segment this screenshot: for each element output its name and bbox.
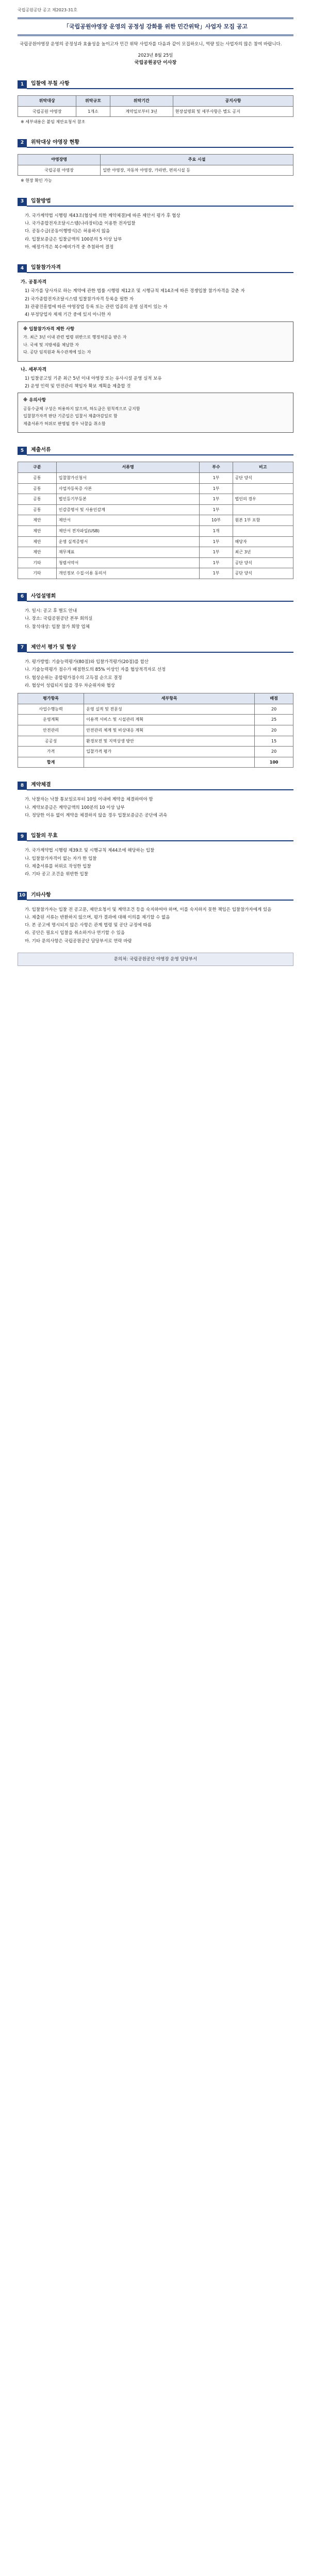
box-item: 공동수급체 구성은 허용하지 않으며, 하도급은 원칙적으로 금지함: [23, 406, 140, 411]
list-item: 가. 입찰참가자는 입찰 전 공고문, 제안요청서 및 계약조건 등을 숙지하여야 하며, 이를 숙지하지 못한 책임은 입찰참가자에게 있음: [25, 907, 272, 912]
table-cell: 해당자: [233, 536, 293, 547]
table-cell: 입찰참가신청서: [56, 473, 200, 484]
section-6-header: [18, 592, 293, 602]
table-cell: 공통: [18, 483, 57, 494]
table-cell: 국립공원 야영장: [18, 165, 101, 176]
table-cell: 최근 3년: [233, 547, 293, 558]
section-label: 사업설명회: [27, 592, 293, 602]
table-cell: 계약일로부터 3년: [110, 106, 173, 117]
list-item: 나. 제출된 서류는 반환하지 않으며, 평가 결과에 대해 이의를 제기할 수 없음: [25, 914, 170, 920]
table-header: 세부항목: [84, 693, 255, 704]
list-item: 가. 낙찰자는 낙찰 통보일로부터 10일 이내에 계약을 체결하여야 함: [25, 797, 153, 803]
box-item: 제출서류가 허위로 판명될 경우 낙찰을 취소함: [23, 421, 106, 426]
table-cell: 입찰가격 평가: [84, 747, 255, 757]
section-3-header: [18, 197, 293, 207]
notice-box: [18, 393, 293, 433]
section-number: 4: [18, 264, 27, 273]
section-5-table: [18, 462, 293, 579]
list-item: 다. 정당한 이유 없이 계약을 체결하지 않을 경우 입찰보증금은 공단에 귀속: [25, 812, 168, 818]
table-cell: 현장설명회 및 세부사항은 별도 공지: [173, 106, 293, 117]
section-label: 계약체결: [27, 781, 293, 790]
table-cell: 청렴서약서: [56, 557, 200, 568]
table-cell: 공단 양식: [233, 557, 293, 568]
section-2-header: [18, 139, 293, 148]
section-1-table: [18, 95, 293, 117]
section-7-header: [18, 643, 293, 653]
table-cell: 공단 양식: [233, 568, 293, 579]
table-row: [18, 757, 293, 768]
agency-name: 국립공원공단 이사장: [134, 60, 177, 66]
table-header: 위탁기간: [110, 96, 173, 107]
list-item: 마. 기타 문의사항은 국립공원공단 담당부서로 연락 바람: [25, 938, 132, 944]
table-cell: 가격: [18, 747, 84, 757]
subheading: 나. 세부자격: [21, 367, 47, 372]
section-label: 입찰방법: [27, 197, 293, 207]
list-item: 1) 입찰공고일 기준 최근 5년 이내 야영장 또는 유사시설 운영 실적 보유: [25, 376, 162, 381]
table-cell: 10부: [200, 515, 233, 526]
list-item: 가. 국가계약법 시행령 제39조 및 시행규칙 제44조에 해당하는 입찰: [25, 848, 155, 854]
table-row: [18, 473, 293, 484]
section-number: 2: [18, 139, 27, 147]
table-cell: 사업자등록증 사본: [56, 483, 200, 494]
table-header: 위탁규모: [76, 96, 110, 107]
table-cell: 1부: [200, 536, 233, 547]
list-item: 4) 부정당업자 제재 기간 중에 있지 아니한 자: [25, 312, 111, 318]
table-cell: 1부: [200, 473, 233, 484]
list-item: 가. 일시: 공고 후 별도 안내: [25, 608, 77, 614]
table-cell: 공단 양식: [233, 473, 293, 484]
table-cell: 1부: [200, 494, 233, 505]
table-cell: [233, 504, 293, 515]
notice-box: [18, 321, 293, 362]
section-note: ※ 세부내용은 붙임 제안요청서 참조: [21, 120, 86, 125]
table-cell: [233, 526, 293, 537]
list-item: 1) 국가를 당사자로 하는 계약에 관한 법률 시행령 제12조 및 시행규칙 제14조에 따른 경쟁입찰 참가자격을 갖춘 자: [25, 289, 245, 294]
table-cell: 합계: [18, 757, 84, 768]
list-item: 나. 장소: 국립공원공단 본부 회의실: [25, 616, 93, 622]
table-row: [18, 165, 293, 176]
table-cell: 법인의 경우: [233, 494, 293, 505]
table-cell: 100: [255, 757, 293, 768]
table-cell: 1부: [200, 568, 233, 579]
section-9-header: [18, 832, 293, 841]
section-label: 위탁대상 야영장 현황: [27, 139, 293, 148]
section-label: 입찰참가자격: [27, 264, 293, 273]
list-item: 마. 예정가격은 복수예비가격 중 추첨하여 결정: [25, 245, 114, 250]
table-cell: 안전관리: [18, 725, 84, 736]
table-header: 구분: [18, 462, 57, 473]
list-item: 나. 기술능력평가 점수가 배점한도의 85% 이상인 자를 협상적격자로 선정: [25, 667, 166, 673]
list-item: 라. 기타 공고 조건을 위반한 입찰: [25, 872, 88, 877]
section-number: 7: [18, 644, 27, 652]
table-cell: 1부: [200, 504, 233, 515]
section-label: 기타사항: [27, 891, 293, 901]
table-header: 주요 시설: [101, 154, 293, 165]
table-row: [18, 526, 293, 537]
table-cell: 1개: [200, 526, 233, 537]
table-header: 공지사항: [173, 96, 293, 107]
table-row: [18, 568, 293, 579]
table-cell: 공공성: [18, 736, 84, 747]
table-row: [18, 715, 293, 725]
table-row: [18, 106, 293, 117]
table-cell: 운영 실적증명서: [56, 536, 200, 547]
table-cell: 일반 야영장, 자동차 야영장, 카라반, 편의시설 등: [101, 165, 293, 176]
table-cell: 제안: [18, 547, 57, 558]
table-header: 비고: [233, 462, 293, 473]
table-cell: 사업수행능력: [18, 704, 84, 715]
table-row: [18, 536, 293, 547]
section-label: 입찰에 부칠 사항: [27, 80, 293, 89]
section-8-header: [18, 781, 293, 790]
table-row: [18, 736, 293, 747]
section-2-table: [18, 154, 293, 176]
section-number: 5: [18, 447, 27, 455]
section-label: 제출서류: [27, 446, 293, 455]
list-item: 다. 제출서류를 허위로 작성한 입찰: [25, 863, 91, 869]
table-row: [18, 725, 293, 736]
subheading: 가. 공통자격: [21, 280, 47, 285]
section-label: 제안서 평가 및 협상: [27, 643, 293, 653]
list-item: 나. 계약보증금은 계약금액의 100분의 10 이상 납부: [25, 805, 125, 810]
section-number: 8: [18, 782, 27, 790]
table-cell: 기타: [18, 568, 57, 579]
table-header: 위탁대상: [18, 96, 76, 107]
table-header: 부수: [200, 462, 233, 473]
table-row: [18, 557, 293, 568]
table-row: [18, 494, 293, 505]
list-item: 라. 협상이 성립되지 않을 경우 차순위자와 협상: [25, 683, 115, 688]
table-cell: 재무제표: [56, 547, 200, 558]
table-header: 평가항목: [18, 693, 84, 704]
box-item: 가. 최근 3년 이내 관련 법령 위반으로 행정처분을 받은 자: [23, 334, 127, 340]
table-header: 배점: [255, 693, 293, 704]
table-cell: 1부: [200, 483, 233, 494]
box-title: ※ 입찰참가자격 제한 사항: [23, 326, 75, 332]
list-item: 가. 평가방법: 기술능력평가(80점)와 입찰가격평가(20점)를 합산: [25, 659, 149, 665]
table-cell: 20: [255, 747, 293, 757]
list-item: 다. 협상순위는 종합평가점수의 고득점 순으로 결정: [25, 675, 122, 681]
table-cell: 제안: [18, 536, 57, 547]
table-cell: 제안서 전자파일(USB): [56, 526, 200, 537]
table-cell: 1개소: [76, 106, 110, 117]
table-cell: 25: [255, 715, 293, 725]
table-cell: 제안: [18, 515, 57, 526]
section-5-header: [18, 446, 293, 455]
table-cell: 법인등기부등본: [56, 494, 200, 505]
table-cell: 인감증명서 및 사용인감계: [56, 504, 200, 515]
table-cell: 제안서: [56, 515, 200, 526]
document-title: 「국립공원야영장 운영의 공정성 강화를 위한 민간위탁」사업자 모집 공고: [18, 18, 293, 36]
table-cell: 운영계획: [18, 715, 84, 725]
table-cell: 운영 실적 및 전문성: [84, 704, 255, 715]
table-cell: 개인정보 수집·이용 동의서: [56, 568, 200, 579]
table-cell: 20: [255, 704, 293, 715]
list-item: 라. 입찰보증금은 입찰금액의 100분의 5 이상 납부: [25, 236, 122, 242]
notice-number: 국립공원공단 공고 제2023-31호: [18, 8, 77, 12]
section-10-header: [18, 891, 293, 901]
table-cell: 공통: [18, 494, 57, 505]
list-item: 다. 본 공고에 명시되지 않은 사항은 관계 법령 및 공단 규정에 따름: [25, 923, 152, 928]
table-header: 서류명: [56, 462, 200, 473]
section-1-header: [18, 80, 293, 89]
table-cell: 1부: [200, 547, 233, 558]
table-row: [18, 504, 293, 515]
table-cell: 원본 1부 포함: [233, 515, 293, 526]
contact-info: 문의처: 국립공원공단 야영장 운영 담당부서: [18, 953, 293, 966]
table-row: [18, 747, 293, 757]
table-cell: 공통: [18, 504, 57, 515]
list-item: 3) 관광진흥법에 따른 야영장업 등록 또는 관련 업종의 운영 실적이 있는 자: [25, 304, 168, 310]
box-item: 입찰참가자격 판단 기준일은 입찰서 제출마감일로 함: [23, 414, 118, 419]
table-row: [18, 483, 293, 494]
table-cell: 15: [255, 736, 293, 747]
list-item: 다. 공동수급(공동이행방식)은 허용하지 않음: [25, 229, 110, 234]
table-cell: 1부: [200, 557, 233, 568]
intro-text: 국립공원야영장 운영의 공정성과 효율성을 높이고자 민간 위탁 사업자를 다음과 같이 모집하오니, 역량 있는 사업자의 많은 참여 바랍니다.: [20, 41, 282, 47]
table-row: [18, 547, 293, 558]
table-cell: 기타: [18, 557, 57, 568]
table-cell: 국립공원 야영장: [18, 106, 76, 117]
table-cell: 이용객 서비스 및 시설관리 계획: [84, 715, 255, 725]
list-item: 가. 국가계약법 시행령 제43조(협상에 의한 계약체결)에 따른 제안서 평가 후 협상: [25, 213, 181, 218]
table-cell: [233, 483, 293, 494]
table-cell: 20: [255, 725, 293, 736]
table-cell: 환경보전 및 지역상생 방안: [84, 736, 255, 747]
table-cell: 제안: [18, 526, 57, 537]
section-number: 10: [18, 892, 27, 900]
box-item: 나. 국세 및 지방세를 체납한 자: [23, 342, 79, 347]
section-number: 1: [18, 80, 27, 89]
section-number: 3: [18, 198, 27, 206]
section-7-table: [18, 693, 293, 768]
list-item: 다. 참석대상: 입찰 참가 희망 업체: [25, 624, 90, 630]
table-header: 야영장명: [18, 154, 101, 165]
table-cell: [84, 757, 255, 768]
section-number: 6: [18, 593, 27, 601]
list-item: 나. 국가종합전자조달시스템(나라장터)을 이용한 전자입찰: [25, 221, 136, 227]
section-note: ※ 현장 확인 가능: [21, 178, 52, 183]
table-row: [18, 704, 293, 715]
box-title: ※ 유의사항: [23, 398, 46, 403]
issue-date: 2023년 8월 25일: [138, 53, 173, 58]
table-row: [18, 515, 293, 526]
list-item: 2) 국가종합전자조달시스템 입찰참가자격 등록을 필한 자: [25, 296, 134, 302]
section-4-header: [18, 264, 293, 273]
list-item: 라. 공단은 필요시 입찰을 취소하거나 연기할 수 있음: [25, 930, 125, 936]
section-label: 입찰의 무효: [27, 832, 293, 841]
section-number: 9: [18, 833, 27, 841]
box-item: 다. 공단 임직원과 특수관계에 있는 자: [23, 350, 91, 355]
table-cell: 공통: [18, 473, 57, 484]
table-cell: 안전관리 체계 및 비상대응 계획: [84, 725, 255, 736]
list-item: 나. 입찰참가자격이 없는 자가 한 입찰: [25, 856, 97, 861]
list-item: 2) 운영 인력 및 안전관리 책임자 확보 계획을 제출할 것: [25, 384, 131, 389]
